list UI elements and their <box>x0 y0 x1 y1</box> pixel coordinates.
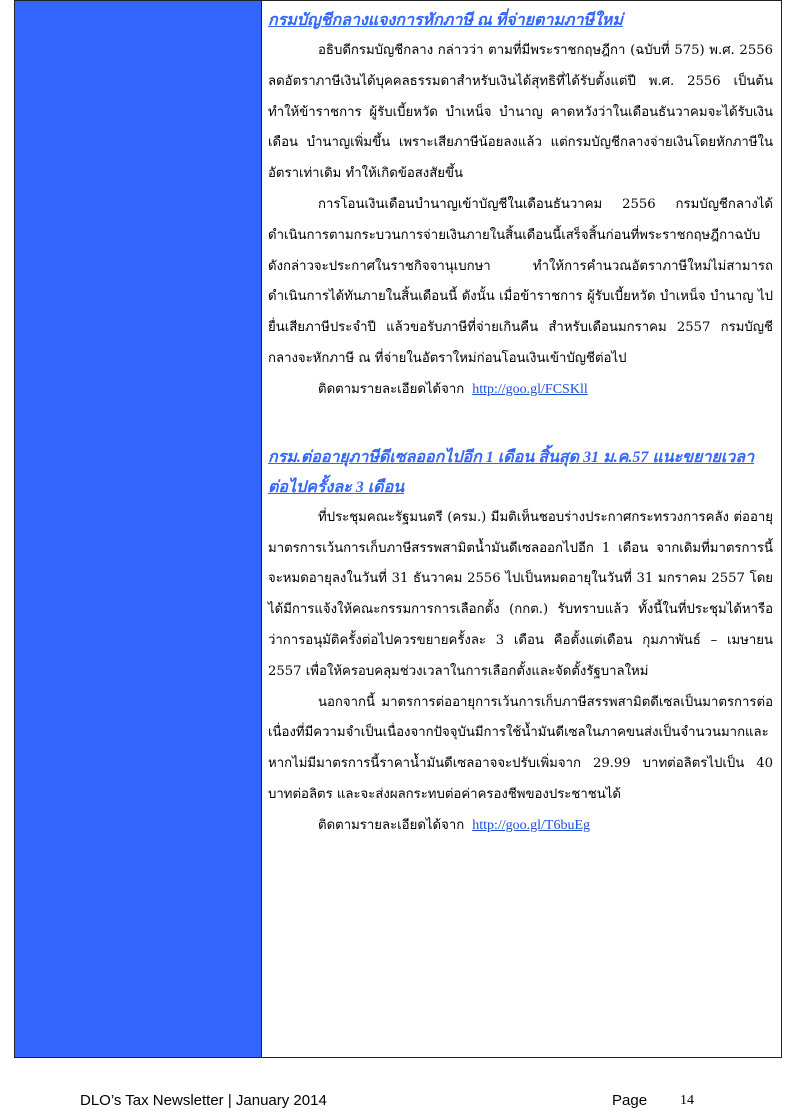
follow-label: ติดตามรายละเอียดได้จาก <box>318 381 465 397</box>
article-2 <box>268 443 773 841</box>
article-paragraph: ที่ประชุมคณะรัฐมนตรี (ครม.) มีมติเห็นชอบร่างประกาศกระทรวงการคลัง ต่ออายุมาตรการเว้นการเก็บภาษีสรรพสามิตน้ำมันดีเซลออกไปอีก 1 เดือน จากเดิมที่มาตรการนี้จะหมดอายุลงในวันที่ 31 ธันวาคม 2556 ไปเป็นหมดอายุในวันที่ 31 มกราคม 2557 โดยได้มีการแจ้งให้คณะกรรมการการเลือกตั้ง (กกต.) รับทราบแล้ว ทั้งนี้ในที่ประชุมได้หารือว่าการอนุมัติครั้งต่อไปควรขยายครั้งละ 3 เดือน คือตั้งแต่เดือน กุมภาพันธ์ – เมษายน 2557 เพื่อให้ครอบคลุมช่วงเวลาในการเลือกตั้งและจัดตั้งรัฐบาลใหม่ <box>268 509 773 679</box>
follow-line <box>268 811 773 841</box>
article-1 <box>268 6 773 405</box>
article-link[interactable]: http://goo.gl/T6buEg <box>472 817 591 833</box>
sidebar-panel <box>15 1 262 1057</box>
article-headline: กรมบัญชีกลางแจงการหักภาษี ณ ที่จ่ายตามภาษีใหม่ <box>268 12 623 29</box>
newsletter-content <box>268 6 773 875</box>
follow-line <box>268 375 773 405</box>
article-paragraph: อธิบดีกรมบัญชีกลาง กล่าวว่า ตามที่มีพระราชกฤษฎีกา (ฉบับที่ 575) พ.ศ. 2556 ลดอัตราภาษีเงินได้บุคคลธรรมดาสำหรับเงินได้สุทธิที่ได้รับตั้งแต่ปี พ.ศ. 2556 เป็นต้น ทำให้ข้าราชการ ผู้รับเบี้ยหวัด บำเหน็จ บำนาญ คาดหวังว่าในเดือนธันวาคมจะได้รับเงินเดือน บำนาญเพิ่มขึ้น เพราะเสียภาษีน้อยลงแล้ว แต่กรมบัญชีกลางจ่ายเงินโดยหักภาษีในอัตราเท่าเดิม ทำให้เกิดข้อสงสัยขึ้น <box>268 43 773 182</box>
footer-page-number: 14 <box>680 1093 694 1108</box>
article-paragraph: การโอนเงินเดือนบำนาญเข้าบัญชีในเดือนธันวาคม 2556 กรมบัญชีกลางได้ดำเนินการตามกระบวนการจ่ายเงินภายในสิ้นเดือนนี้เสร็จสิ้นก่อนที่พระราชกฤษฎีกาฉบับดังกล่าวจะประกาศในราชกิจจานุเบกษา ทำให้การคำนวณอัตราภาษีใหม่ไม่สามารถดำเนินการได้ทันภายในสิ้นเดือนนี้ ดังนั้น เมื่อข้าราชการ ผู้รับเบี้ยหวัด บำเหน็จ บำนาญ ไปยื่นเสียภาษีประจำปี แล้วขอรับภาษีที่จ่ายเกินคืน สำหรับเดือนมกราคม 2557 กรมบัญชีกลางจะหักภาษี ณ ที่จ่ายในอัตราใหม่ก่อนโอนเงินเข้าบัญชีต่อไป <box>268 196 773 366</box>
footer-page-label: Page <box>612 1092 648 1109</box>
article-paragraph: นอกจากนี้ มาตรการต่ออายุการเว้นการเก็บภาษีสรรพสามิตดีเซลเป็นมาตรการต่อเนื่องที่มีความจำเป็นเนื่องจากปัจจุบันมีการใช้น้ำมันดีเซลในภาคขนส่งเป็นจำนวนมากและหากไม่มีมาตรการนี้ราคาน้ำมันดีเซลอาจจะปรับเพิ่มจาก 29.99 บาทต่อลิตรไปเป็น 40 บาทต่อลิตร และจะส่งผลกระทบต่อค่าครองชีพของประชาชนได้ <box>268 694 773 802</box>
article-headline: กรม.ต่ออายุภาษีดีเซลออกไปอีก 1 เดือน สิ้นสุด 31 ม.ค.57 แนะขยายเวลาต่อไปครั้งละ 3 เดือน <box>268 448 755 496</box>
footer-title: DLO’s Tax Newsletter | January 2014 <box>80 1092 327 1109</box>
follow-label: ติดตามรายละเอียดได้จาก <box>318 817 465 833</box>
article-link[interactable]: http://goo.gl/FCSKll <box>472 381 588 397</box>
page-footer <box>80 1092 760 1116</box>
